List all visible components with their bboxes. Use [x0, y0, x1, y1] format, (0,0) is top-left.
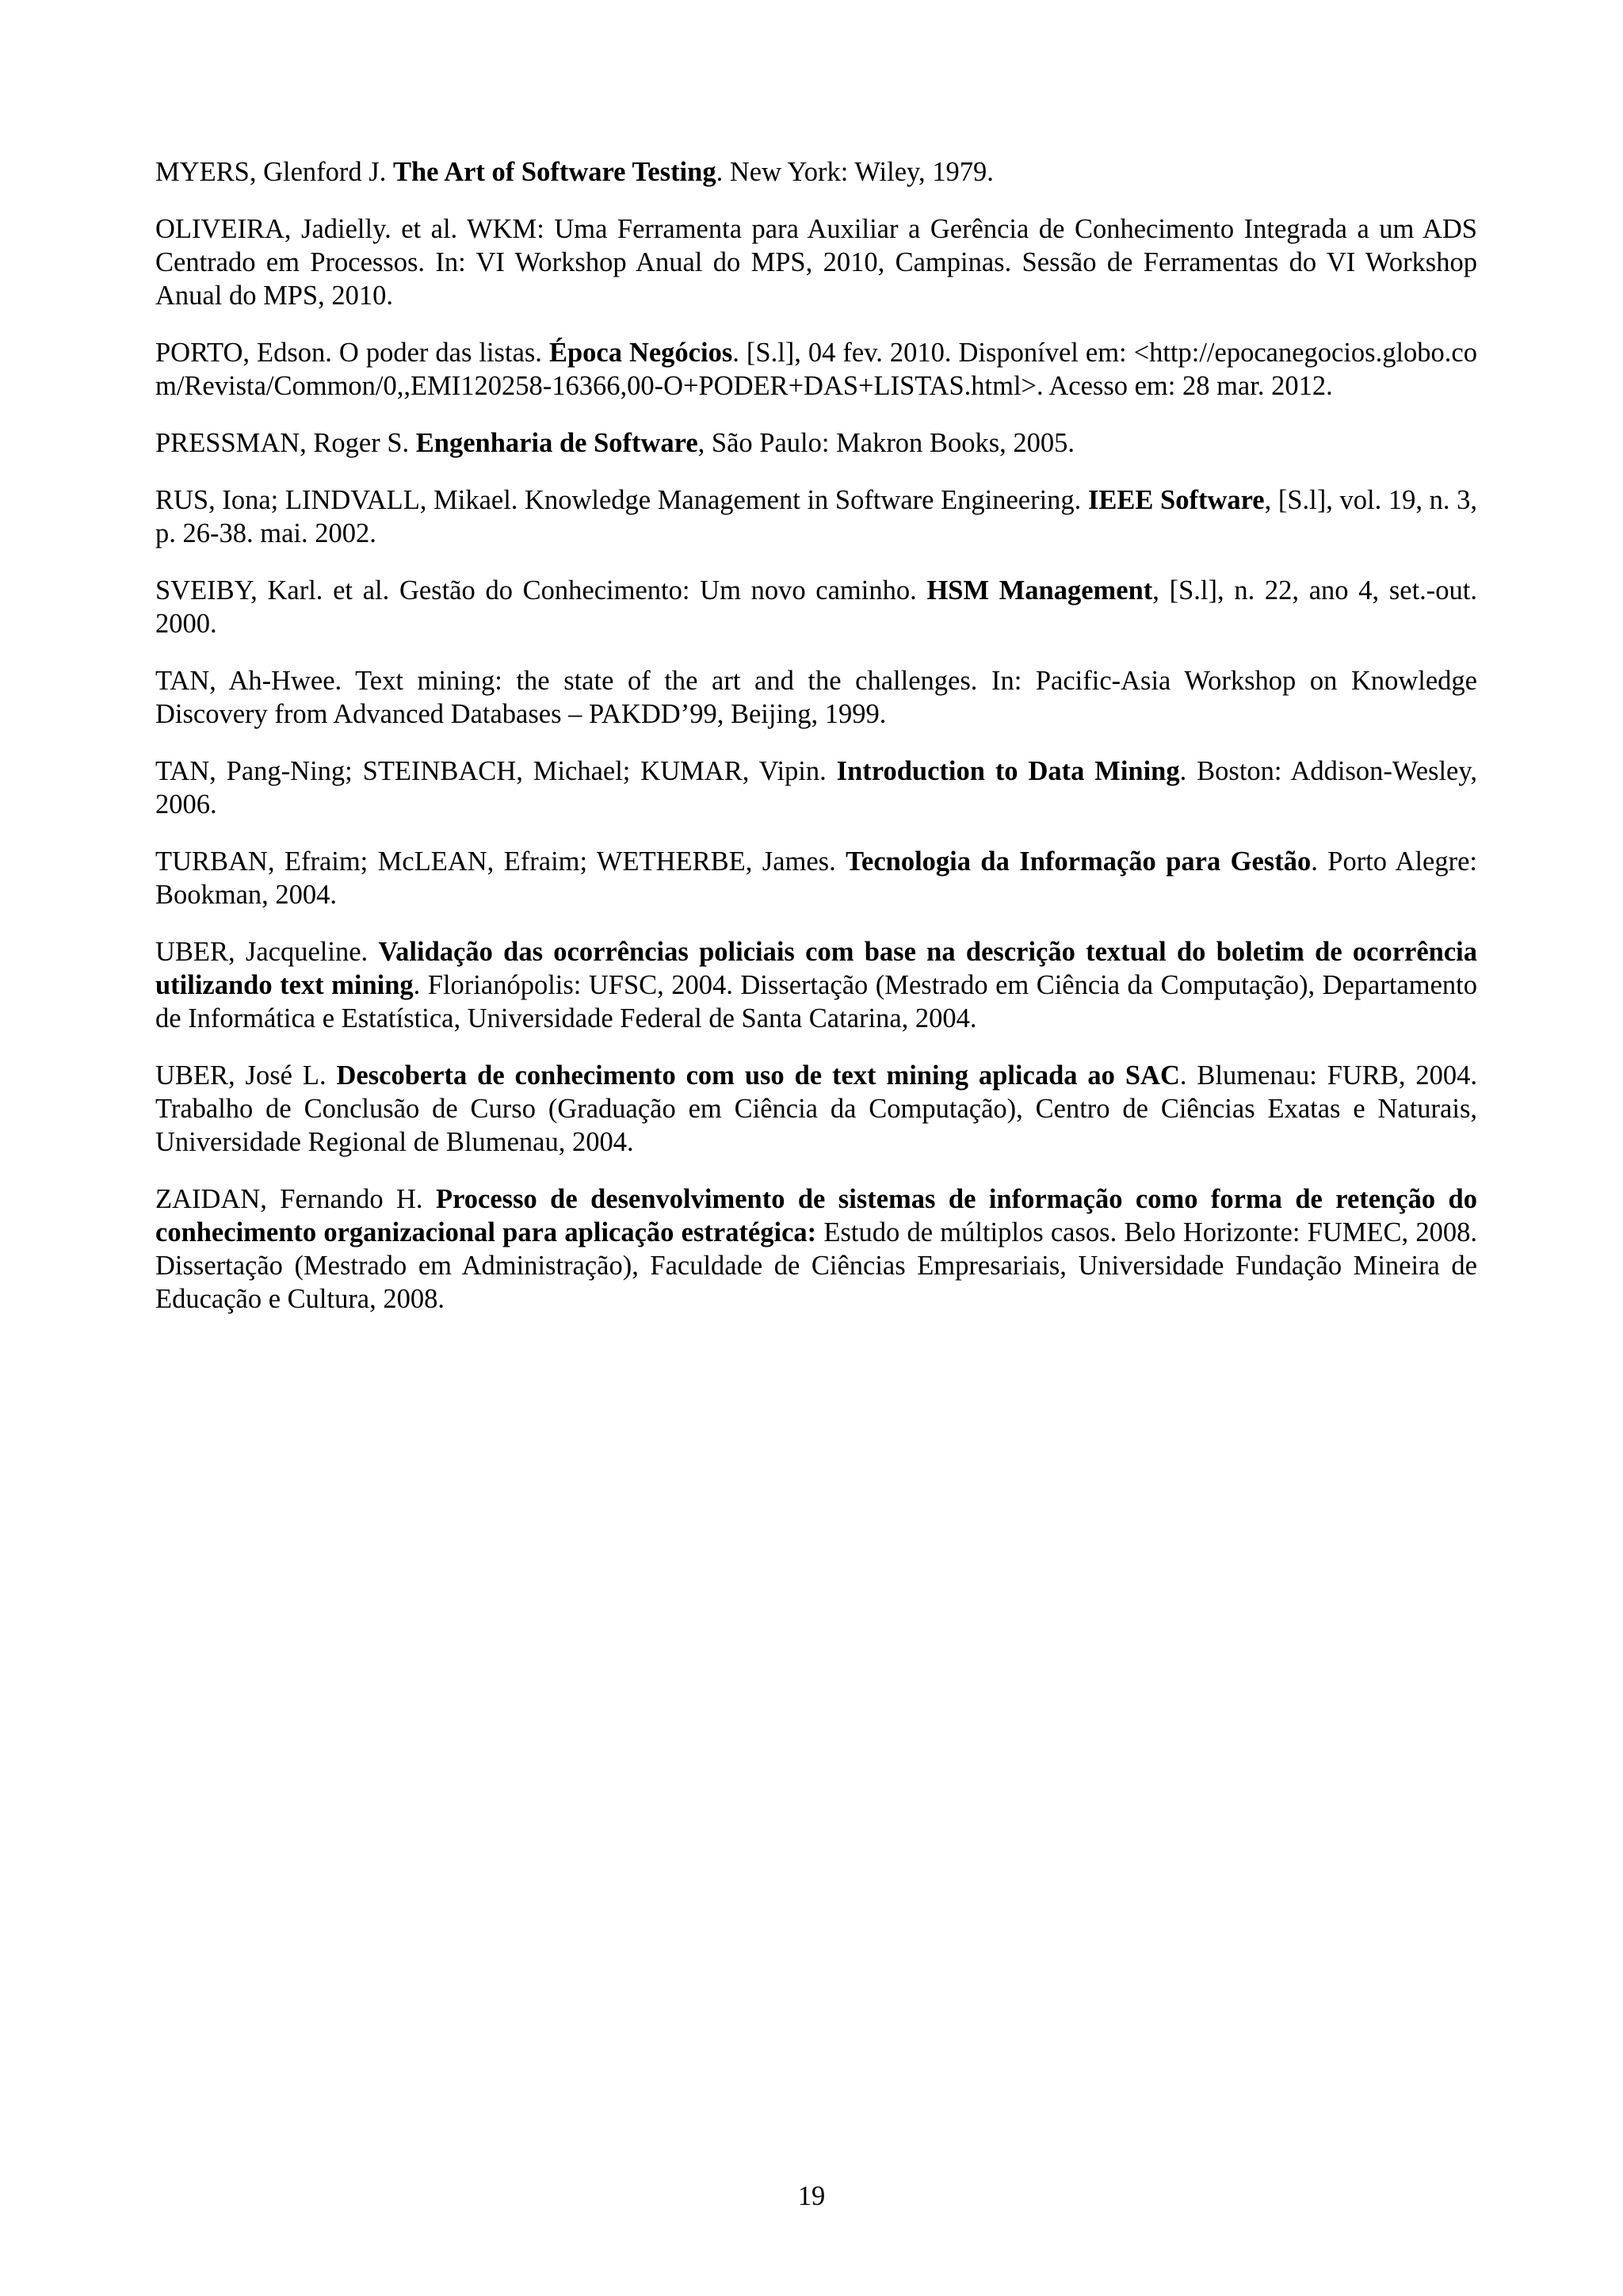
reference-entry [155, 1182, 1477, 1316]
reference-text: . Blumenau: FURB, 2004. Trabalho de Conclusão de Curso (Graduação em Ciência da Computação), Centro de Ciências Exatas e Naturais, Universidade Regional de Blumenau, 2004. [155, 1060, 1477, 1157]
reference-text: . Boston: Addison-Wesley, 2006. [155, 756, 1477, 819]
reference-title: Engenharia de Software [415, 428, 698, 458]
reference-text: Estudo de múltiplos casos. Belo Horizonte: FUMEC, 2008. Dissertação (Mestrado em Administração), Faculdade de Ciências Empresariais, Universidade Fundação Mineira de Educação e Cultura, 2008. [155, 1217, 1477, 1314]
reference-text: SVEIBY, Karl. et al. Gestão do Conhecimento: Um novo caminho. [155, 575, 927, 606]
reference-text: , [S.l], n. 22, ano 4, set.-out. 2000. [155, 575, 1477, 639]
reference-text: . [S.l], 04 fev. 2010. Disponível em: <http://epocanegocios.globo.com/Revista/Common/0,,EMI120258-16366,00-O+PODER+DAS+LISTAS.html>. Acesso em: 28 mar. 2012. [155, 338, 1477, 401]
reference-title: IEEE Software [1087, 485, 1265, 515]
reference-entry [155, 845, 1477, 911]
reference-entry [155, 212, 1477, 312]
reference-list [155, 155, 1477, 1339]
reference-text: UBER, Jacqueline. [155, 937, 379, 967]
reference-title: Introduction to Data Mining [836, 756, 1180, 786]
reference-text: RUS, Iona; LINDVALL, Mikael. Knowledge Management in Software Engineering. [155, 485, 1088, 515]
reference-entry [155, 1059, 1477, 1159]
reference-title: Processo de desenvolvimento de sistemas de informação como forma de retenção do conhecimento organizacional para aplicação estratégica: [155, 1184, 1477, 1247]
reference-text: ZAIDAN, Fernando H. [155, 1184, 436, 1214]
reference-text: , São Paulo: Makron Books, 2005. [697, 428, 1075, 458]
reference-title: Época Negócios [548, 338, 733, 368]
reference-text: UBER, José L. [155, 1060, 337, 1091]
reference-text: PORTO, Edson. O poder das listas. [155, 338, 549, 368]
reference-title: The Art of Software Testing [392, 157, 716, 187]
reference-text: . Porto Alegre: Bookman, 2004. [155, 846, 1478, 910]
reference-title: HSM Management [926, 575, 1153, 606]
reference-text: TURBAN, Efraim; McLEAN, Efraim; WETHERBE, James. [155, 846, 846, 877]
reference-text: MYERS, Glenford J. [155, 157, 393, 187]
reference-title: Validação das ocorrências policiais com base na descrição textual do boletim de ocorrência utilizando text mining [155, 937, 1477, 1000]
reference-text: TAN, Ah-Hwee. Text mining: the state of the art and the challenges. In: Pacific-Asia Workshop on Knowledge Discovery from Advanced Databases – PAKDD’99, Beijing, 1999. [155, 666, 1477, 729]
reference-text: . New York: Wiley, 1979. [716, 157, 994, 187]
reference-entry [155, 755, 1477, 821]
reference-entry [155, 336, 1477, 403]
reference-text: . Florianópolis: UFSC, 2004. Dissertação (Mestrado em Ciência da Computação), Departamento de Informática e Estatística, Universidade Federal de Santa Catarina, 2004. [155, 970, 1477, 1033]
reference-text: , [S.l], vol. 19, n. 3, p. 26-38. mai. 2002. [155, 485, 1477, 548]
reference-title: Descoberta de conhecimento com uso de text mining aplicada ao SAC [336, 1060, 1180, 1091]
reference-text: PRESSMAN, Roger S. [155, 428, 416, 458]
reference-entry [155, 426, 1477, 460]
reference-entry [155, 935, 1477, 1035]
reference-text: OLIVEIRA, Jadielly. et al. WKM: Uma Ferramenta para Auxiliar a Gerência de Conhecimento Integrada a um ADS Centrado em Processos. In: VI Workshop Anual do MPS, 2010, Campinas. Sessão de Ferramentas do VI Workshop Anual do MPS, 2010. [155, 214, 1477, 311]
reference-entry [155, 664, 1477, 731]
reference-entry [155, 483, 1477, 550]
reference-entry [155, 574, 1477, 640]
reference-text: TAN, Pang-Ning; STEINBACH, Michael; KUMAR, Vipin. [155, 756, 837, 786]
reference-title: Tecnologia da Informação para Gestão [846, 846, 1312, 877]
reference-entry [155, 155, 1477, 189]
page-number: 19 [797, 2181, 826, 2211]
